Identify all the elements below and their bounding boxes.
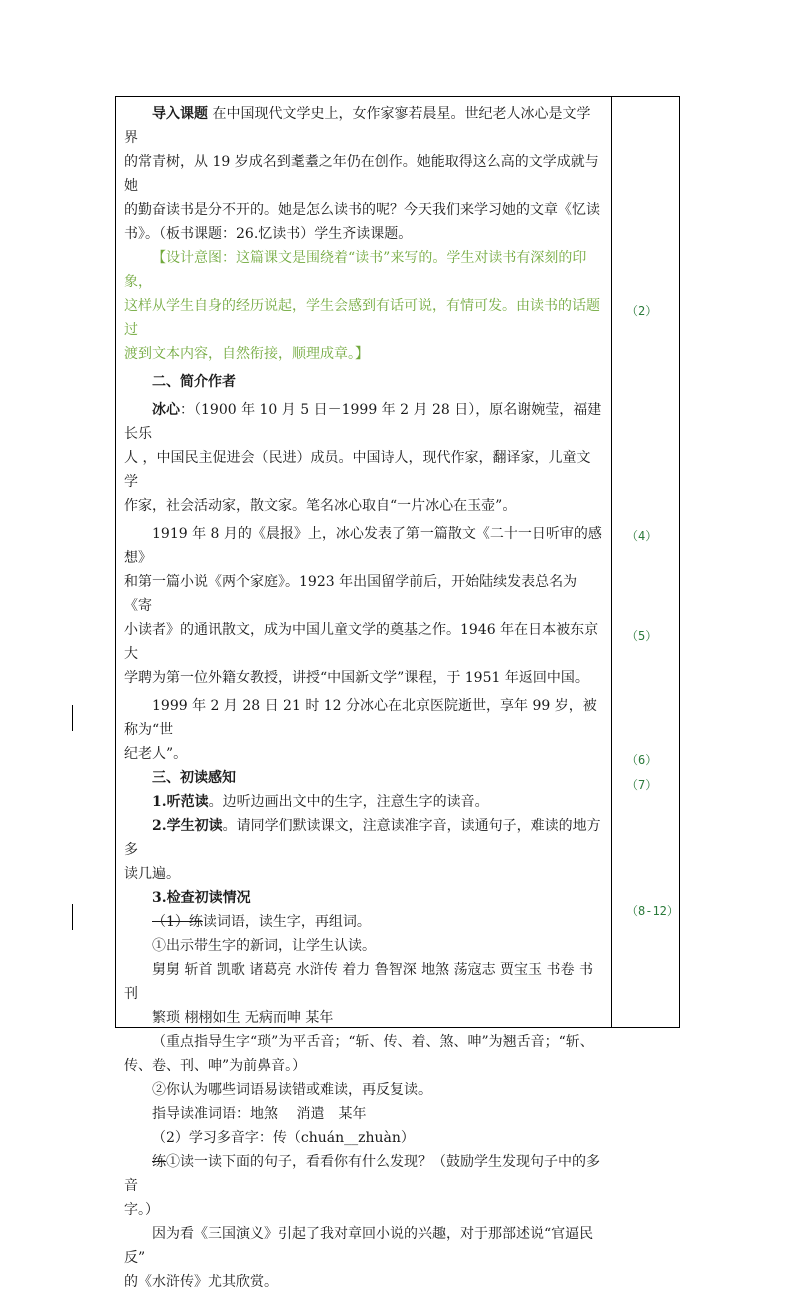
lesson-content (116, 97, 611, 1294)
bio-line-2: 人 ，中国民主促进会（民进）成员。中国诗人，现代作家，翻译家，儿童文学 (124, 450, 591, 490)
circle-2: ②你认为哪些词语易读错或难读，再反复读。 (152, 1082, 432, 1098)
career-line-2: 和第一篇小说《两个家庭》。1923 年出国留学前后，开始陆续发表总名为《寄 (124, 574, 578, 614)
intro-line-2: 的常青树，从 19 岁成名到耄耋之年仍在创作。她能取得这么高的文学成就与她 (124, 154, 599, 194)
item-2: 2.学生初读。请同学们默读课文，注意读准字音，读通句子，难读的地方多 (124, 818, 601, 858)
hard-words: 指导读准词语：地煞 消遣 某年 (152, 1106, 367, 1122)
career-line-1: 1919 年 8 月的《晨报》上，冰心发表了第一篇散文《二十一日听审的感想》 (124, 526, 602, 566)
item-2-cont: 读几遍。 (124, 866, 180, 882)
side-note-5: （5） (626, 629, 658, 643)
intro-line-4: 书》。（板书课题：26.忆读书）学生齐读课题。 (124, 226, 413, 242)
bio-line-3: 作家，社会活动家，散文家。笔名冰心取自“一片冰心在玉壶”。 (124, 498, 517, 514)
revision-mark (72, 904, 73, 930)
career-line-3: 小读者》的通讯散文，成为中国儿童文学的奠基之作。1946 年在日本被东京大 (124, 622, 599, 662)
sub-item-2: （2）学习多音字：传（chuán__zhuàn） (152, 1130, 415, 1146)
sentence-line-2: 的《水浒传》尤其欣赏。 (124, 1274, 278, 1290)
side-note-6: （6） (626, 753, 658, 767)
death-line-1: 1999 年 2 月 28 日 21 时 12 分冰心在北京医院逝世，享年 99 岁，被称为“世 (124, 698, 597, 738)
exercise-line-1: 练①读一读下面的句子，看看你有什么发现？（鼓励学生发现句子中的多音 (124, 1154, 600, 1194)
side-note-8-12: （8-12） (626, 904, 679, 918)
design-intent-line-2: 这样从学生自身的经历说起，学生会感到有话可说，有情可发。由读书的话题过 (124, 298, 600, 338)
intro-heading: 导入课题 (152, 106, 208, 122)
item-3: 3.检查初读情况 (152, 890, 251, 906)
lesson-table (115, 96, 680, 1290)
bio-line-1: 冰心：（1900 年 10 月 5 日－1999 年 2 月 28 日），原名谢婉莹，福建长乐 (124, 402, 602, 442)
side-note-4: （4） (626, 529, 658, 543)
intro-line-3: 的勤奋读书是分不开的。她是怎么读书的呢？今天我们来学习她的文章《忆读 (124, 202, 600, 218)
side-note-7: （7） (626, 778, 658, 792)
exercise-line-2: 字。） (124, 1202, 159, 1218)
sub-item-1: （1）练读词语，读生字，再组词。 (152, 914, 371, 930)
column-divider (611, 97, 612, 1027)
intro-line-1: 导入课题 在中国现代文学史上，女作家寥若晨星。世纪老人冰心是文学界 (124, 106, 591, 146)
item-1: 1.听范读。边听边画出文中的生字，注意生字的读音。 (152, 794, 489, 810)
word-list-1: 舅舅 斩首 凯歌 诸葛亮 水浒传 着力 鲁智深 地煞 荡寇志 贾宝玉 书卷 书刊 (124, 962, 593, 1002)
guide-line-2: 传、卷、刊、呻”为前鼻音。） (124, 1058, 307, 1074)
side-note-2: （2） (626, 304, 658, 318)
revision-mark (72, 705, 73, 731)
sentence-line-1: 因为看《三国演义》引起了我对章回小说的兴趣，对于那部述说“官逼民反” (124, 1226, 594, 1266)
bio-name: 冰心 (152, 402, 180, 418)
design-intent-line-3: 渡到文本内容，自然衔接，顺理成章。】 (124, 346, 369, 362)
word-list-2: 繁琐 栩栩如生 无病而呻 某年 (152, 1010, 334, 1026)
section-3-heading: 三、初读感知 (152, 770, 236, 786)
death-line-2: 纪老人”。 (124, 746, 188, 762)
guide-line-1: （重点指导生字“琐”为平舌音；“斩、传、着、煞、呻”为翘舌音；“斩、 (152, 1034, 594, 1050)
design-intent-line-1: 【设计意图：这篇课文是围绕着“读书”来写的。学生对读书有深刻的印象， (124, 250, 587, 290)
section-2-heading: 二、简介作者 (152, 374, 236, 390)
career-line-4: 学聘为第一位外籍女教授，讲授“中国新文学”课程，于 1951 年返回中国。 (124, 670, 589, 686)
circle-1: ①出示带生字的新词，让学生认读。 (152, 938, 376, 954)
